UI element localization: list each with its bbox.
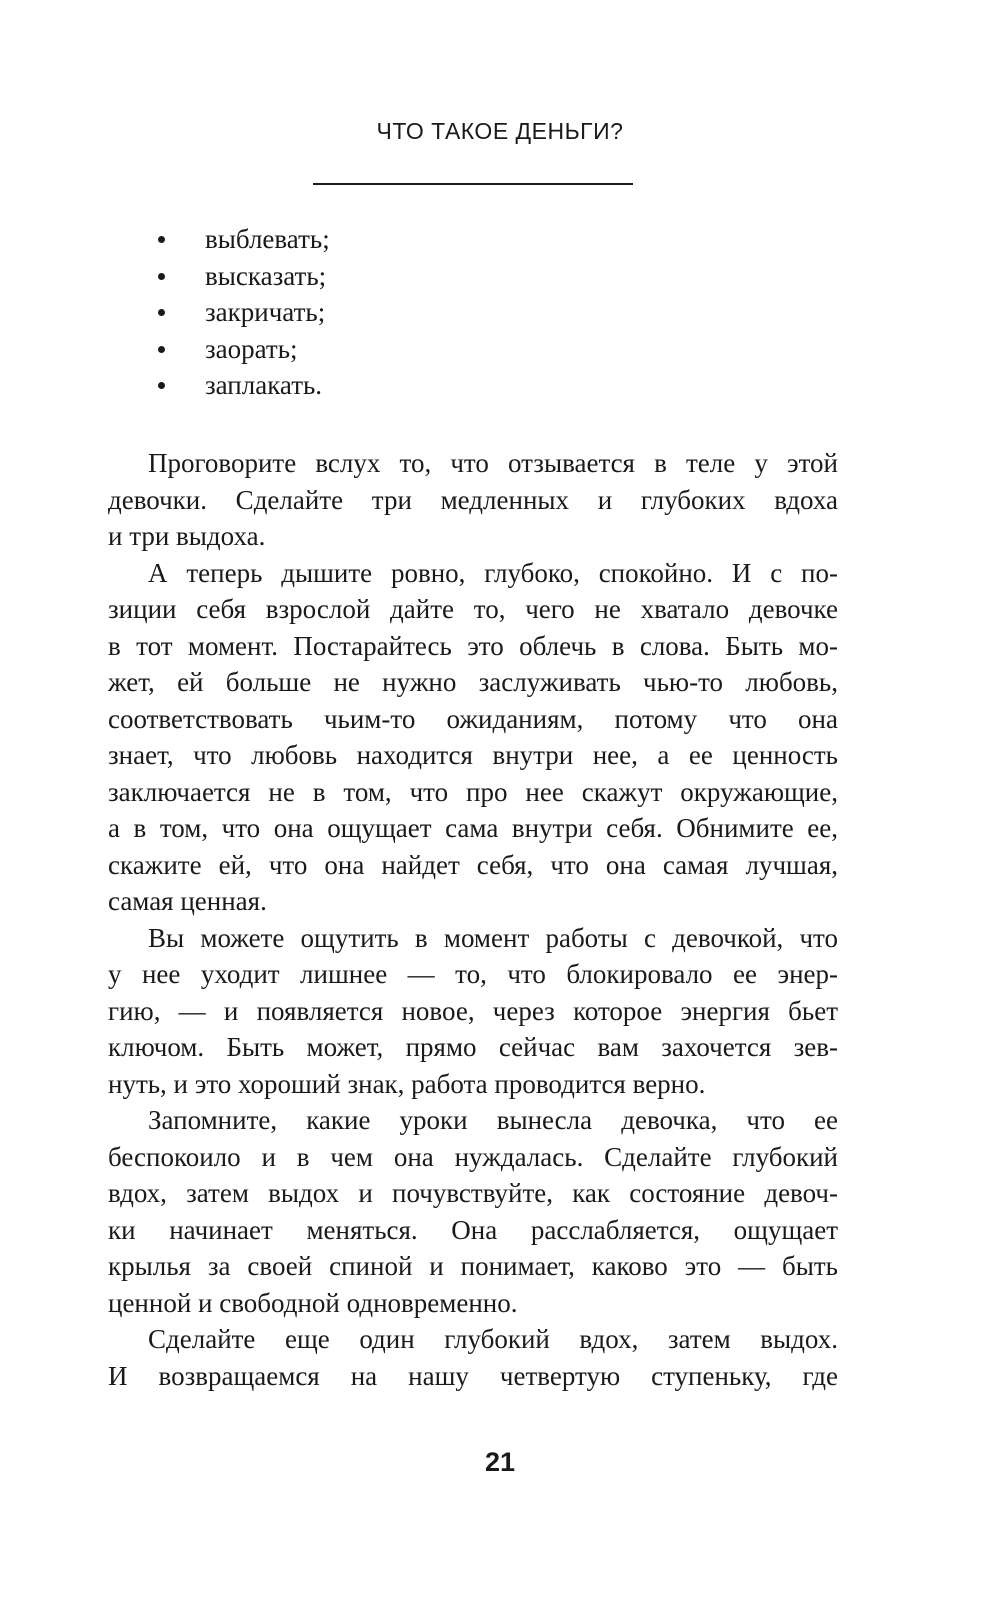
list-item-text: высказать;: [205, 260, 327, 291]
paragraph: [108, 1321, 838, 1394]
text-line: Сделайте еще один глубокий вдох, затем выдох.: [148, 1324, 838, 1354]
paragraph: [108, 1102, 838, 1321]
paragraph: [108, 920, 838, 1103]
running-head-title: ЧТО ТАКОЕ ДЕНЬГИ?: [376, 118, 624, 144]
bullet-list: [155, 221, 330, 404]
text-line: соответствовать чьим-то ожиданиям, потому что она: [108, 703, 838, 734]
text-line: скажите ей, что она найдет себя, что она самая лучшая,: [108, 849, 838, 880]
list-item-text: закричать;: [205, 297, 326, 327]
bullet-icon: [158, 236, 165, 243]
text-line: Запомните, какие уроки вынесла девочка, что ее: [148, 1105, 838, 1135]
text-line: девочки. Сделайте три медленных и глубоких вдоха: [108, 484, 838, 515]
body-text: [108, 445, 838, 1394]
text-line: нуть, и это хороший знак, работа проводится верно.: [108, 1068, 706, 1099]
text-line: И возвращаемся на нашу четвертую ступеньку, где: [108, 1360, 838, 1391]
list-item: [155, 221, 330, 258]
text-line: самая ценная.: [108, 886, 267, 916]
paragraph: [108, 445, 838, 555]
text-line: ценной и свободной одновременно.: [108, 1287, 518, 1318]
list-item-text: заплакать.: [205, 370, 323, 400]
text-line: а в том, что она ощущает сама внутри себя. Обнимите ее,: [108, 813, 838, 843]
list-item-text: заорать;: [205, 333, 298, 364]
text-line: гию, — и появляется новое, через которое энергия бьет: [108, 995, 838, 1026]
paragraph: [108, 555, 838, 920]
bullet-icon: [158, 273, 165, 280]
text-line: ки начинает меняться. Она расслабляется, ощущает: [108, 1214, 838, 1245]
list-item: [155, 258, 330, 295]
bullet-icon: [158, 382, 165, 389]
text-line: зиции себя взрослой дайте то, чего не хватало девочке: [108, 594, 838, 624]
text-line: в тот момент. Постарайтесь это облечь в слова. Быть мо-: [108, 630, 838, 661]
text-line: крылья за своей спиной и понимает, каково это — быть: [108, 1251, 838, 1281]
bullet-icon: [158, 346, 165, 353]
bullet-icon: [158, 309, 165, 316]
list-item: [155, 294, 330, 331]
text-line: Вы можете ощутить в момент работы с девочкой, что: [148, 922, 838, 953]
text-line: беспокоило и в чем она нуждалась. Сделайте глубокий: [108, 1141, 838, 1172]
list-item: [155, 331, 330, 368]
list-item: [155, 367, 330, 404]
text-line: Проговорите вслух то, что отзывается в теле у этой: [148, 448, 838, 478]
text-line: вдох, затем выдох и почувствуйте, как состояние девоч-: [108, 1178, 838, 1208]
list-item-text: выблевать;: [205, 224, 330, 254]
text-line: заключается не в том, что про нее скажут окружающие,: [108, 776, 838, 807]
text-line: ключом. Быть может, прямо сейчас вам захочется зев-: [108, 1032, 838, 1062]
text-line: жет, ей больше не нужно заслуживать чью-то любовь,: [108, 667, 838, 697]
header-rule: [313, 183, 633, 185]
page-number: 21: [484, 1447, 516, 1477]
text-line: А теперь дышите ровно, глубоко, спокойно. И с по-: [148, 557, 838, 588]
text-line: у нее уходит лишнее — то, что блокировало ее энер-: [108, 959, 838, 989]
text-line: знает, что любовь находится внутри нее, а ее ценность: [108, 740, 838, 770]
text-line: и три выдоха.: [108, 521, 266, 551]
